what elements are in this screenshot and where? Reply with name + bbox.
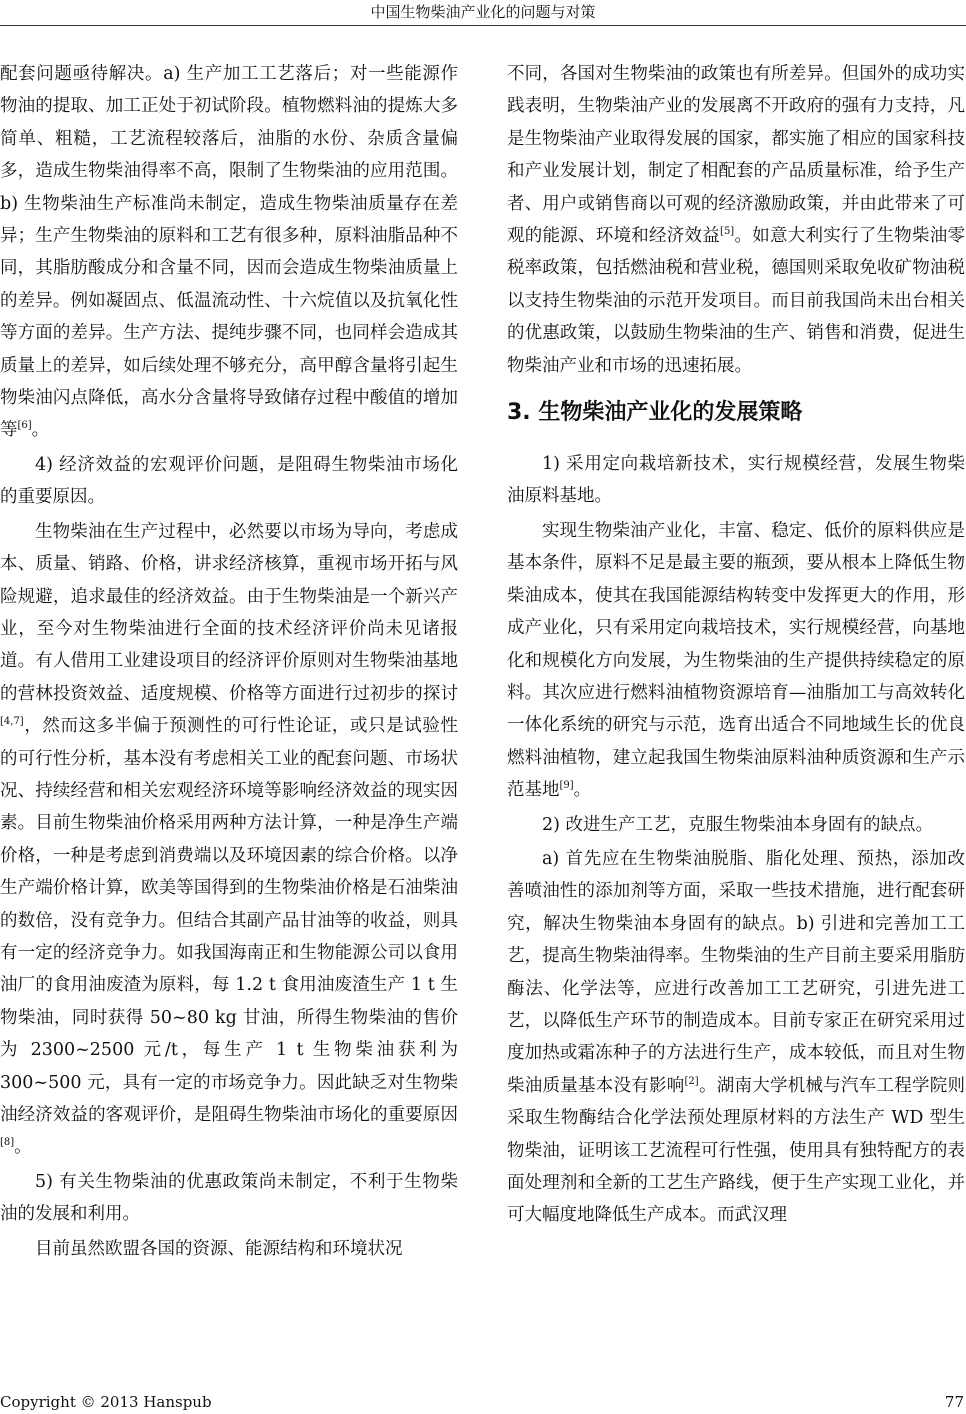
paragraph — [507, 58, 965, 382]
copyright-notice: Copyright © 2013 Hanspub — [0, 1393, 212, 1411]
paragraph — [507, 448, 965, 513]
paragraph-text: 。 — [31, 420, 50, 441]
page-number: 77 — [944, 1393, 964, 1411]
citation: [8] — [0, 1137, 15, 1149]
paragraph-text: 1) 采用定向栽培新技术，实行规模经营，发展生物柴油原料基地。 — [507, 454, 965, 507]
paragraph — [0, 58, 458, 447]
left-column — [0, 58, 458, 1265]
paragraph — [0, 516, 458, 1164]
paragraph — [0, 1233, 458, 1265]
citation: [2] — [684, 1075, 699, 1087]
running-header-title: 中国生物柴油产业化的问题与对策 — [370, 3, 596, 21]
header-rule — [0, 25, 966, 26]
citation: [6] — [17, 420, 32, 432]
paragraph — [0, 1166, 458, 1231]
paragraph — [507, 515, 965, 807]
paragraph — [507, 843, 965, 1232]
paragraph-text: 2) 改进生产工艺，克服生物柴油本身固有的缺点。 — [542, 814, 934, 835]
running-header — [0, 0, 966, 24]
paragraph-text: 。 — [573, 780, 592, 801]
section-heading: 3. 生物柴油产业化的发展策略 — [507, 400, 803, 426]
paragraph-text: 。如意大利实行了生物柴油零税率政策，包括燃油税和营业税，德国则采取免收矿物油税以支持生物柴油的示范开发项目。而目前我国尚未出台相关的优惠政策，以鼓励生物柴油的生产、销售和消费，促进生物柴油产业和市场的迅速拓展。 — [507, 226, 966, 376]
paragraph-text: 。 — [14, 1137, 32, 1158]
paragraph — [507, 809, 965, 841]
citation: [5] — [720, 226, 735, 238]
paragraph-text: 。湖南大学机械与汽车工程学院则采取生物酶结合化学法预处理原材料的方法生产 WD 型生物柴油，证明该工艺流程可行性强，使用具有独特配方的表面处理剂和全新的工艺生产路线，便于生产实现工业化，并可大幅度地降低生产成本。而武汉理 — [507, 1075, 965, 1226]
citation: [4,7] — [0, 716, 24, 728]
paragraph-text: 配套问题亟待解决。a) 生产加工工艺落后；对一些能源作物油的提取、加工正处于初试阶段。植物燃料油的提炼大多简单、粗糙，工艺流程较落后，油脂的水份、杂质含量偏多，造成生物柴油得率不高，限制了生物柴油的应用范围。b) 生物柴油生产标准尚未制定，造成生物柴油质量存在差异；生产生物柴油的原料和工艺有很多种，原料油脂品种不同，其脂肪酸成分和含量不同，因而会造成生物柴油质量上的差异。例如凝固点、低温流动性、十六烷值以及抗氧化性等方面的差异。生产方法、提纯步骤不同，也同样会造成其质量上的差异，如后续处理不够充分，高甲醇含量将引起生物柴油闪点降低，高水分含量将导致储存过程中酸值的增加等 — [0, 64, 458, 441]
paragraph-text: a) 首先应在生物柴油脱脂、脂化处理、预热，添加改善喷油性的添加剂等方面，采取一些技术措施，进行配套研究，解决生物柴油本身固有的缺点。b) 引进和完善加工工艺，提高生物柴油得率。生物柴油的生产目前主要采用脂肪酶法、化学法等，应进行改善加工工艺研究，引进先进工艺，以降低生产环节的制造成本。目前专家正在研究采用过度加热或霜冻种子的方法进行生产，成本较低，而且对生物柴油质量基本没有影响 — [507, 848, 965, 1096]
paragraph-text: 目前虽然欧盟各国的资源、能源结构和环境状况 — [35, 1238, 403, 1259]
paragraph-text: 不同，各国对生物柴油的政策也有所差异。但国外的成功实践表明，生物柴油产业的发展离不开政府的强有力支持，凡是生物柴油产业取得发展的国家，都实施了相应的国家科技和产业发展计划，制定了相配套的产品质量标准，给予生产者、用户或销售商以可观的经济激励政策，并由此带来了可观的能源、环境和经济效益 — [507, 64, 965, 247]
paragraph-text: 生物柴油在生产过程中，必然要以市场为导向，考虑成本、质量、销路、价格，讲求经济核算，重视市场开拓与风险规避，追求最佳的经济效益。由于生物柴油是一个新兴产业，至今对生物柴油进行全面的技术经济评价尚未见诸报道。有人借用工业建设项目的经济评价原则对生物柴油基地的营林投资效益、适度规模、价格等方面进行过初步的探讨 — [0, 521, 458, 704]
paragraph — [0, 449, 458, 514]
right-column — [507, 58, 965, 1232]
paragraph-text: 5) 有关生物柴油的优惠政策尚未制定，不利于生物柴油的发展和利用。 — [0, 1171, 458, 1225]
citation: [9] — [559, 780, 574, 792]
paragraph-text: ，然而这多半偏于预测性的可行性论证，或只是试验性的可行性分析，基本没有考虑相关工业的配套问题、市场状况、持续经营和相关宏观经济环境等影响经济效益的现实因素。目前生物柴油价格采用两种方法计算，一种是净生产端价格，一种是考虑到消费端以及环境因素的综合价格。以净生产端价格计算，欧美等国得到的生物柴油价格是石油柴油的数倍，没有竞争力。但结合其副产品甘油等的收益，则具有一定的经济竞争力。如我国海南正和生物能源公司以食用油厂的食用油废渣为原料，每 1.2 t 食用油废渣生产 1 t 生物柴油，同时获得 50~80 kg 甘油，所得生物柴油的售价为 2300~2500 元/t，每生产 1 t 生物柴油获利为 300~500 元，具有一定的市场竞争力。因此缺乏对生物柴油经济效益的客观评价，是阻碍生物柴油市场化的重要原因 — [0, 716, 458, 1125]
paragraph-text: 实现生物柴油产业化，丰富、稳定、低价的原料供应是基本条件，原料不足是最主要的瓶颈，要从根本上降低生物柴油成本，使其在我国能源结构转变中发挥更大的作用，形成产业化，只有采用定向栽培技术，实行规模经营，向基地化和规模化方向发展，为生物柴油的生产提供持续稳定的原料。其次应进行燃料油植物资源培育—油脂加工与高效转化一体化系统的研究与示范，选育出适合不同地域生长的优良燃料油植物，建立起我国生物柴油原料油种质资源和生产示范基地 — [507, 520, 965, 801]
paragraph-text: 4) 经济效益的宏观评价问题，是阻碍生物柴油市场化的重要原因。 — [0, 454, 458, 508]
page-footer — [0, 1392, 966, 1412]
